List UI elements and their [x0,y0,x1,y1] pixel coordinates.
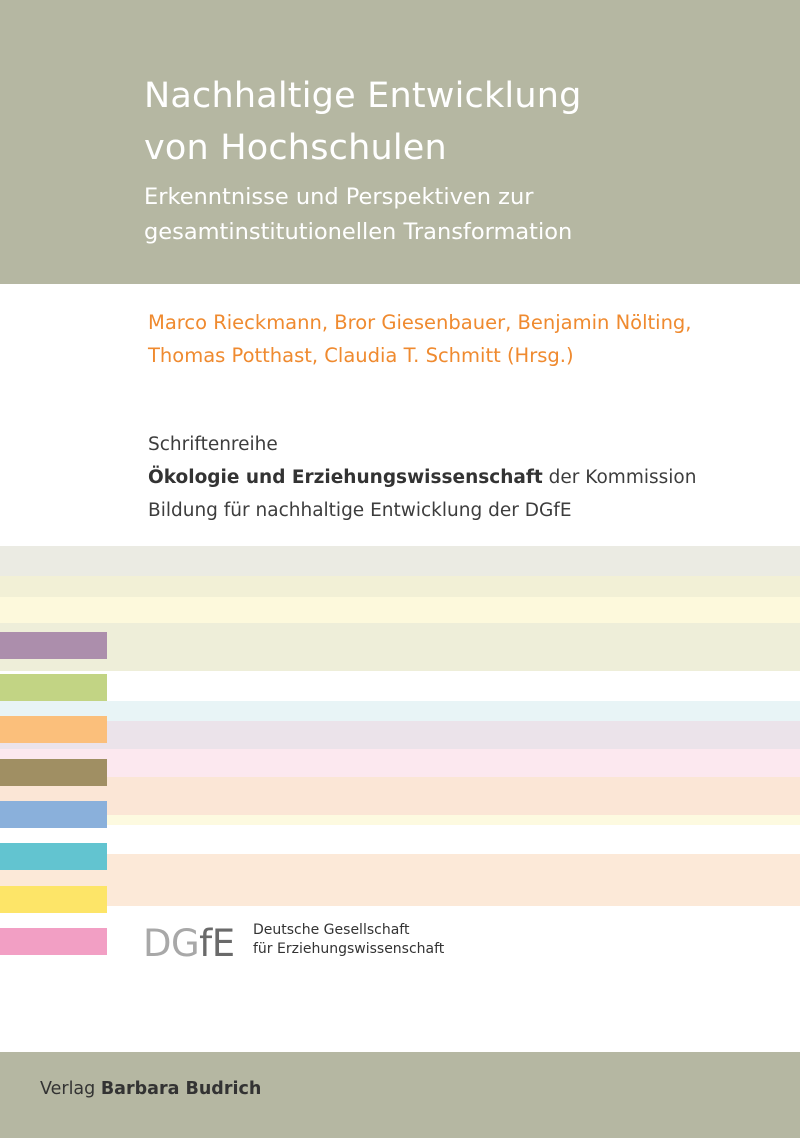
book-subtitle [144,180,784,250]
color-tab [0,928,107,955]
series-info [148,428,788,527]
series-label: Schriftenreihe [148,434,278,455]
stripe [0,777,800,815]
dgfe-name-line: für Erziehungswissenschaft [253,941,445,957]
color-tab [0,801,107,828]
stripe [0,576,800,597]
dgfe-logo [143,924,235,964]
color-tab [0,843,107,870]
decorative-stripes [0,546,800,906]
series-name-rest: der Kommission [542,467,697,488]
publisher-name: Barbara Budrich [100,1079,262,1099]
subtitle-line: gesamtinstitutionellen Transformation [144,219,573,245]
publisher [40,1077,261,1101]
title-line: von Hochschulen [144,128,447,168]
series-line: Bildung für nachhaltige Entwicklung der DGfE [148,500,572,521]
stripe [0,701,800,721]
stripe [0,623,800,671]
stripe [0,749,800,777]
stripe [0,546,800,576]
dgfe-logo-part: DG [143,922,200,965]
color-tab [0,632,107,659]
dgfe-logo-part: fE [199,922,235,965]
book-title [144,70,784,174]
editors-line: Marco Rieckmann, Bror Giesenbauer, Benjamin Nölting, [148,311,692,334]
editors [148,306,788,372]
color-tab [0,759,107,786]
series-name [148,461,788,494]
color-tab [0,674,107,701]
stripe [0,815,800,825]
color-tab [0,886,107,913]
dgfe-name-line: Deutsche Gesellschaft [253,922,410,938]
editors-line: Thomas Potthast, Claudia T. Schmitt (Hrsg.) [148,344,574,367]
stripe [0,597,800,623]
color-tab [0,716,107,743]
publisher-prefix: Verlag [40,1079,101,1099]
title-line: Nachhaltige Entwicklung [144,76,582,116]
stripe [0,854,800,906]
series-name-bold: Ökologie und Erziehungswissenschaft [148,467,543,488]
header-band [0,0,800,284]
dgfe-name [253,921,553,959]
stripe [0,721,800,749]
subtitle-line: Erkenntnisse und Perspektiven zur [144,184,534,210]
